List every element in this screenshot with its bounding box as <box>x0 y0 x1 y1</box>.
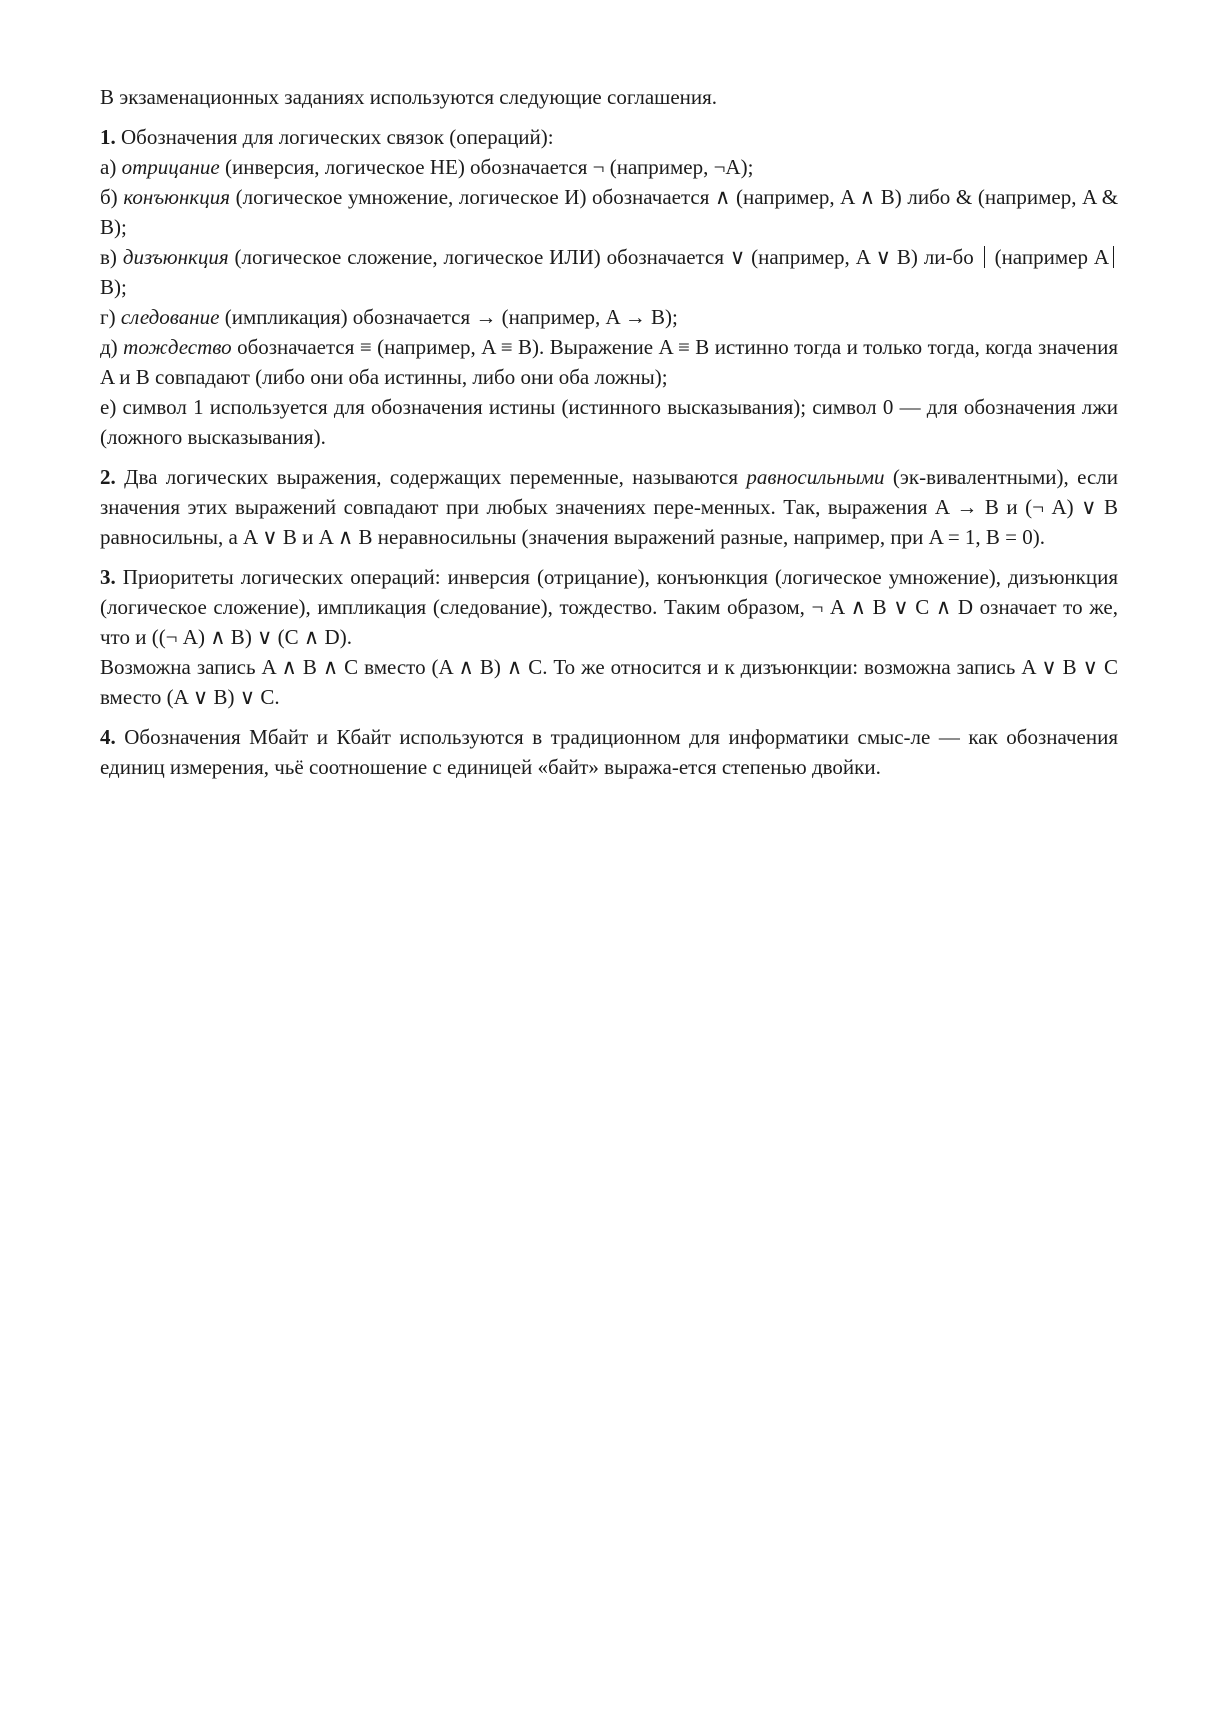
section-3-text <box>100 562 1118 652</box>
item-conjunction-text: (логическое умножение, логическое И) обозначается ∧ (например, A ∧ B) либо & (например, A & B); <box>100 185 1119 239</box>
item-equivalence-term: тождество <box>123 335 232 359</box>
vertical-bar-symbol <box>984 246 985 268</box>
section-2-text <box>100 462 1118 552</box>
section-4 <box>100 722 1118 782</box>
item-conjunction <box>100 182 1118 242</box>
item-equivalence-prefix: д) <box>100 335 118 359</box>
section-2-number: 2. <box>100 465 116 489</box>
item-disjunction-text: (логическое сложение, логическое ИЛИ) обозначается ∨ (например, A ∨ B) ли-бо <box>234 245 974 269</box>
item-conjunction-prefix: б) <box>100 185 118 209</box>
section-2-text-after: (эк-вивалентными), если значения этих выражений совпадают при любых значениях пере-менных. Так, выражения A → B и (¬ A) ∨ B равносильны, а A ∨ B и A ∧ B неравносильны (значения выражений разные, например, при A = 1, B = 0). <box>100 465 1119 549</box>
item-implication-term: следование <box>120 305 220 329</box>
item-implication-prefix: г) <box>100 305 116 329</box>
item-disjunction-term: дизъюнкция <box>122 245 229 269</box>
intro-text: В экзаменационных заданиях используются следующие соглашения. <box>100 85 718 109</box>
item-negation-term: отрицание <box>121 155 220 179</box>
section-3-text2: Возможна запись A ∧ B ∧ C вместо (A ∧ B) ∧ C. То же относится и к дизъюнкции: возможна запись A ∨ B ∨ C вместо (A ∨ B) ∨ C. <box>100 655 1118 709</box>
section-1 <box>100 122 1118 452</box>
item-negation-prefix: а) <box>100 155 117 179</box>
section-1-heading <box>100 122 1118 152</box>
item-disjunction-text2: (например A <box>994 245 1110 269</box>
vertical-bar-symbol <box>1113 246 1114 268</box>
item-negation <box>100 152 1118 182</box>
item-disjunction <box>100 242 1118 302</box>
section-3-number: 3. <box>100 565 116 589</box>
document-page <box>100 82 1118 792</box>
item-implication-text: (импликация) обозначается → (например, A → B); <box>224 305 678 329</box>
item-equivalence <box>100 332 1118 392</box>
item-equivalence-text: обозначается ≡ (например, A ≡ B). Выражение A ≡ B истинно тогда и только тогда, когда значения A и B совпадают (либо они оба истинны, либо они оба ложны); <box>100 335 1118 389</box>
section-1-number: 1. <box>100 125 116 149</box>
section-2-term: равносильными <box>746 465 885 489</box>
item-negation-text: (инверсия, логическое НЕ) обозначается ¬ (например, ¬A); <box>225 155 754 179</box>
item-implication <box>100 302 1118 332</box>
section-3-body: Приоритеты логических операций: инверсия (отрицание), конъюнкция (логическое умножение), дизъюнкция (логическое сложение), импликация (следование), тождество. Таким образом, ¬ A ∧ B ∨ C ∧ D означает то же, что и ((¬ A) ∧ B) ∨ (C ∧ D). <box>100 565 1119 649</box>
section-3 <box>100 562 1118 712</box>
section-4-text <box>100 722 1118 782</box>
item-truth-symbols: е) символ 1 используется для обозначения истины (истинного высказывания); символ 0 — для обозначения лжи (ложного высказывания). <box>100 395 1118 449</box>
section-2-text-before: Два логических выражения, содержащих переменные, называются <box>124 465 738 489</box>
section-1-title: Обозначения для логических связок (операций): <box>121 125 554 149</box>
section-4-body: Обозначения Мбайт и Кбайт используются в традиционном для информатики смыс-ле — как обозначения единиц измерения, чьё соотношение с единицей «байт» выража-ется степенью двойки. <box>100 725 1118 779</box>
item-disjunction-text3: B); <box>100 275 127 299</box>
section-4-number: 4. <box>100 725 116 749</box>
item-disjunction-prefix: в) <box>100 245 117 269</box>
item-conjunction-term: конъюнкция <box>123 185 230 209</box>
section-2 <box>100 462 1118 552</box>
